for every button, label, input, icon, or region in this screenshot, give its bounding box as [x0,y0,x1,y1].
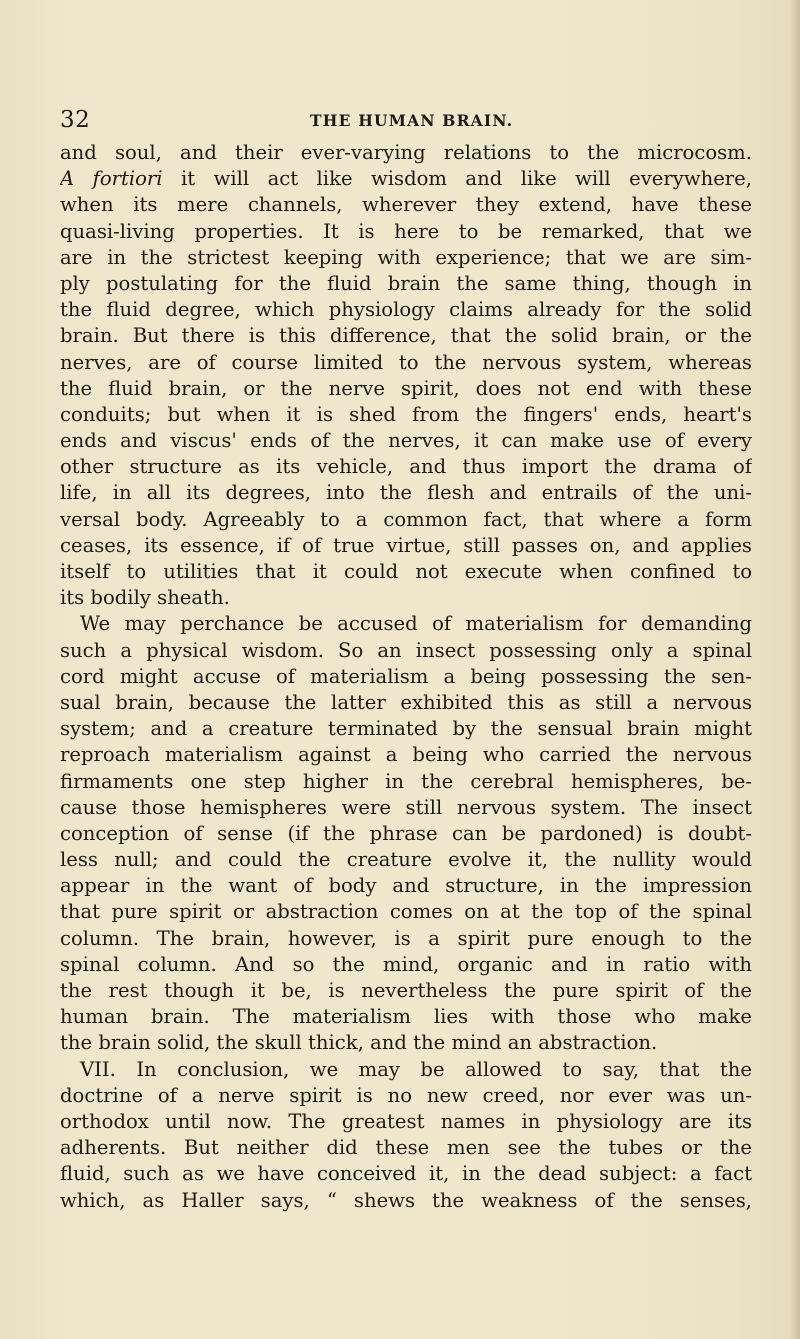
text-line-34: human brain. The materialism lies with those who make [60,1005,752,1029]
text-line-20: such a physical wisdom. So an insect possessing only a spinal [60,638,752,662]
text-line-26: cause those hemispheres were still nervous system. The insect [60,795,752,819]
text-line-35: the brain solid, the skull thick, and the mind an abstraction. [60,1031,658,1055]
text-line-37: doctrine of a nerve spirit is no new creed, nor ever was un- [60,1083,752,1107]
text-line-2-rest: it will act like wisdom and like will everywhere, [181,167,752,191]
text-line-10: the fluid brain, or the nerve spirit, does not end with these [60,376,752,400]
text-line-11: conduits; but when it is shed from the fingers' ends, heart's [60,402,752,426]
text-line-16: ceases, its essence, if of true virtue, still passes on, and applies [60,533,752,557]
text-line-25: firmaments one step higher in the cerebral hemispheres, be- [60,769,752,793]
text-line-38: orthodox until now. The greatest names in physiology are its [60,1109,752,1133]
text-line-8: brain. But there is this difference, that the solid brain, or the [60,324,752,348]
text-line-1: and soul, and their ever-varying relations to the microcosm. [60,141,752,164]
text-line-31: column. The brain, however, is a spirit pure enough to the [60,926,752,950]
text-line-7: the fluid degree, which physiology claims already for the solid [60,298,752,322]
text-line-19: We may perchance be accused of materialism for demanding [80,612,752,636]
text-line-32: spinal column. And so the mind, organic and in ratio with [60,952,752,976]
text-line-12: ends and viscus' ends of the nerves, it can make use of every [60,429,752,453]
text-line-41: which, as Haller says, “ shews the weakness of the senses, [60,1188,752,1212]
text-line-36: VII. In conclusion, we may be allowed to say, that the [80,1057,752,1081]
text-line-28: less null; and could the creature evolve it, the nullity would [60,848,752,872]
text-line-14: life, in all its degrees, into the flesh and entrails of the uni- [60,481,752,505]
page-edge-shadow [790,0,800,1339]
text-line-21: cord might accuse of materialism a being possessing the sen- [60,664,752,688]
text-line-5: are in the strictest keeping with experience; that we are sim- [60,245,752,269]
text-line-30: that pure spirit or abstraction comes on at the top of the spinal [60,900,752,924]
text-line-18: its bodily sheath. [60,586,230,610]
text-line-2 [60,166,752,192]
text-line-40: fluid, such as we have conceived it, in the dead subject: a fact [60,1162,752,1186]
text-line-17: itself to utilities that it could not execute when confined to [60,560,752,583]
text-line-24: reproach materialism against a being who carried the nervous [60,743,752,767]
text-line-39: adherents. But neither did these men see the tubes or the [60,1136,752,1160]
text-line-15: versal body. Agreeably to a common fact, that where a form [60,507,752,531]
running-head: THE HUMAN BRAIN. [310,111,514,130]
italic-phrase: A fortiori [60,167,163,191]
text-line-23: system; and a creature terminated by the sensual brain might [60,717,752,741]
text-line-29: appear in the want of body and structure, in the impression [60,874,752,898]
text-line-6: ply postulating for the fluid brain the same thing, though in [60,271,752,295]
text-line-27: conception of sense (if the phrase can be pardoned) is doubt- [60,821,752,845]
page-number: 32 [60,107,91,133]
page-header [60,107,750,137]
text-line-13: other structure as its vehicle, and thus import the drama of [60,455,752,479]
text-line-3: when its mere channels, wherever they extend, have these [60,193,752,217]
text-line-22: sual brain, because the latter exhibited this as still a nervous [60,690,752,714]
text-line-33: the rest though it be, is nevertheless the pure spirit of the [60,979,752,1002]
text-line-9: nerves, are of course limited to the nervous system, whereas [60,350,752,374]
body-text [60,140,752,1214]
text-line-4: quasi-living properties. It is here to be remarked, that we [60,219,752,243]
